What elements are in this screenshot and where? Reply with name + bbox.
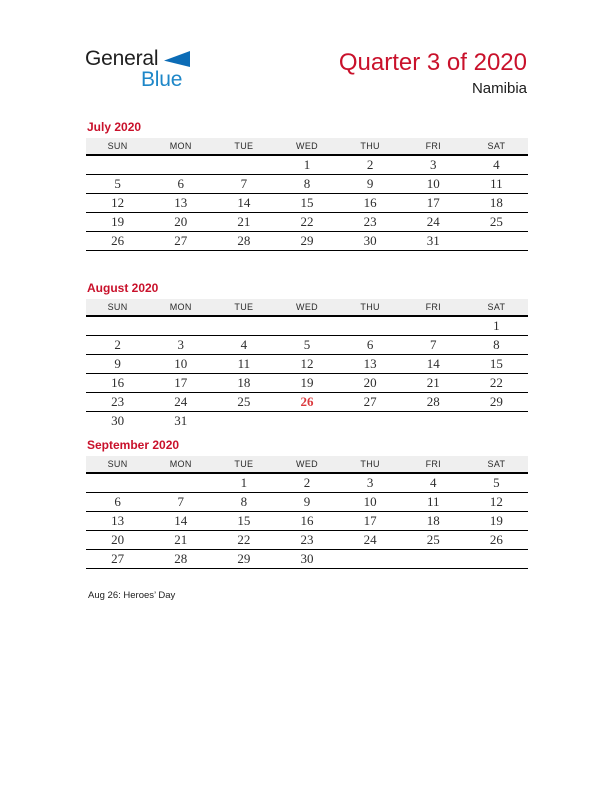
calendar-table — [86, 456, 528, 569]
weekday-header-row — [86, 138, 528, 155]
day-cell: 1 — [465, 316, 528, 335]
month-july-2020 — [86, 120, 528, 251]
day-cell: 13 — [86, 511, 149, 530]
day-cell: 28 — [149, 549, 212, 568]
day-cell: 12 — [465, 492, 528, 511]
day-cell: 4 — [402, 473, 465, 492]
day-cell: 20 — [149, 212, 212, 231]
day-cell: 17 — [149, 373, 212, 392]
day-cell: 3 — [149, 335, 212, 354]
day-cell: 17 — [402, 193, 465, 212]
day-cell: 19 — [86, 212, 149, 231]
weekday-header: MON — [149, 456, 212, 473]
day-cell: 9 — [275, 492, 338, 511]
day-cell: 4 — [212, 335, 275, 354]
logo-triangle-icon — [164, 51, 190, 67]
day-cell: 3 — [402, 155, 465, 174]
month-title: August 2020 — [87, 281, 159, 295]
empty-cell — [275, 411, 338, 430]
weekday-header: FRI — [402, 456, 465, 473]
page-title: Quarter 3 of 2020 — [338, 49, 527, 76]
day-cell: 30 — [339, 231, 402, 250]
day-cell: 29 — [275, 231, 338, 250]
month-title: September 2020 — [87, 438, 180, 452]
day-cell: 28 — [402, 392, 465, 411]
day-cell: 17 — [339, 511, 402, 530]
week-row — [86, 231, 528, 250]
day-cell: 8 — [212, 492, 275, 511]
weekday-header: SUN — [86, 138, 149, 155]
day-cell: 21 — [149, 530, 212, 549]
empty-cell — [465, 411, 528, 430]
weekday-header: TUE — [212, 299, 275, 316]
weekday-header: WED — [275, 456, 338, 473]
day-cell: 12 — [86, 193, 149, 212]
day-cell: 22 — [465, 373, 528, 392]
empty-cell — [149, 155, 212, 174]
weekday-header: SUN — [86, 456, 149, 473]
day-cell: 3 — [339, 473, 402, 492]
month-september-2020 — [86, 438, 528, 569]
day-cell: 29 — [212, 549, 275, 568]
day-cell: 5 — [275, 335, 338, 354]
weekday-header-row — [86, 456, 528, 473]
weekday-header: MON — [149, 138, 212, 155]
weekday-header: SUN — [86, 299, 149, 316]
empty-cell — [339, 316, 402, 335]
week-row — [86, 511, 528, 530]
day-cell: 6 — [149, 174, 212, 193]
day-cell: 16 — [339, 193, 402, 212]
week-row — [86, 316, 528, 335]
weekday-header-row — [86, 299, 528, 316]
day-cell: 18 — [212, 373, 275, 392]
weekday-header: MON — [149, 299, 212, 316]
day-cell: 2 — [339, 155, 402, 174]
day-cell: 1 — [275, 155, 338, 174]
calendar-table — [86, 138, 528, 251]
day-cell: 18 — [465, 193, 528, 212]
day-cell: 27 — [149, 231, 212, 250]
holiday-footnote: Aug 26: Heroes’ Day — [88, 590, 176, 601]
day-cell: 31 — [402, 231, 465, 250]
empty-cell — [212, 411, 275, 430]
week-row — [86, 174, 528, 193]
empty-cell — [275, 316, 338, 335]
day-cell: 16 — [86, 373, 149, 392]
day-cell: 8 — [465, 335, 528, 354]
empty-cell — [402, 411, 465, 430]
weekday-header: SAT — [465, 456, 528, 473]
day-cell: 30 — [111, 412, 125, 428]
day-cell: 19 — [465, 511, 528, 530]
day-cell: 10 — [402, 174, 465, 193]
week-row — [86, 411, 528, 430]
day-cell: 23 — [339, 212, 402, 231]
day-cell: 5 — [465, 473, 528, 492]
day-cell: 26 — [465, 530, 528, 549]
day-cell: 13 — [149, 193, 212, 212]
weekday-header: TUE — [212, 456, 275, 473]
day-cell: 25 — [465, 212, 528, 231]
weekday-header: TUE — [212, 138, 275, 155]
day-cell: 8 — [275, 174, 338, 193]
week-row — [86, 373, 528, 392]
empty-cell — [212, 155, 275, 174]
day-cell: 24 — [402, 212, 465, 231]
weekday-header: SAT — [465, 299, 528, 316]
day-cell: 15 — [465, 354, 528, 373]
weekday-header: FRI — [402, 299, 465, 316]
day-cell: 19 — [275, 373, 338, 392]
day-cell: 9 — [86, 354, 149, 373]
logo-text-general: General — [85, 47, 159, 70]
empty-cell — [465, 231, 528, 250]
day-cell: 10 — [339, 492, 402, 511]
country-subtitle: Namibia — [471, 79, 527, 97]
day-cell: 23 — [86, 392, 149, 411]
day-cell: 24 — [339, 530, 402, 549]
day-cell: 7 — [149, 492, 212, 511]
empty-cell — [86, 316, 149, 335]
weekday-header: FRI — [402, 138, 465, 155]
day-cell: 9 — [339, 174, 402, 193]
day-cell: 21 — [212, 212, 275, 231]
weekday-header: WED — [275, 138, 338, 155]
day-cell: 11 — [465, 174, 528, 193]
day-cell: 14 — [149, 511, 212, 530]
day-cell: 12 — [275, 354, 338, 373]
day-cell: 15 — [212, 511, 275, 530]
day-cell: 6 — [86, 492, 149, 511]
week-row — [86, 335, 528, 354]
day-cell: 10 — [149, 354, 212, 373]
day-cell: 13 — [339, 354, 402, 373]
day-cell: 11 — [212, 354, 275, 373]
day-cell: 20 — [339, 373, 402, 392]
day-cell: 22 — [212, 530, 275, 549]
empty-cell — [212, 316, 275, 335]
weekday-header: THU — [339, 138, 402, 155]
day-cell: 11 — [402, 492, 465, 511]
day-cell: 14 — [402, 354, 465, 373]
day-cell: 5 — [86, 174, 149, 193]
day-cell: 1 — [212, 473, 275, 492]
week-row — [86, 473, 528, 492]
empty-cell — [339, 549, 402, 568]
weekday-header: THU — [339, 299, 402, 316]
week-row — [86, 549, 528, 568]
weekday-header: WED — [275, 299, 338, 316]
day-cell: 4 — [465, 155, 528, 174]
day-cell: 15 — [275, 193, 338, 212]
empty-cell — [402, 549, 465, 568]
day-cell: 27 — [86, 549, 149, 568]
empty-cell — [86, 155, 149, 174]
month-title: July 2020 — [87, 120, 142, 134]
day-cell: 14 — [212, 193, 275, 212]
day-cell: 26 — [86, 231, 149, 250]
day-cell: 22 — [275, 212, 338, 231]
empty-cell — [149, 316, 212, 335]
week-row — [86, 155, 528, 174]
empty-cell — [86, 473, 149, 492]
week-row — [86, 193, 528, 212]
day-cell: 7 — [212, 174, 275, 193]
day-cell: 30 — [275, 549, 338, 568]
empty-cell — [149, 473, 212, 492]
day-cell: 21 — [402, 373, 465, 392]
logo-text-blue: Blue — [141, 68, 183, 91]
calendar-table — [86, 299, 528, 430]
day-cell: 20 — [86, 530, 149, 549]
general-blue-logo — [85, 47, 205, 99]
title-block — [339, 49, 527, 97]
day-cell: 27 — [339, 392, 402, 411]
day-cell: 16 — [275, 511, 338, 530]
day-cell: 18 — [402, 511, 465, 530]
week-row — [86, 392, 528, 411]
empty-cell — [402, 316, 465, 335]
day-cell: 6 — [339, 335, 402, 354]
week-row — [86, 530, 528, 549]
weekday-header: SAT — [465, 138, 528, 155]
day-cell: 28 — [212, 231, 275, 250]
day-cell: 29 — [465, 392, 528, 411]
day-cell: 25 — [402, 530, 465, 549]
day-cell: 2 — [275, 473, 338, 492]
month-august-2020 — [86, 281, 528, 430]
day-cell: 23 — [275, 530, 338, 549]
week-row — [86, 354, 528, 373]
week-row — [86, 492, 528, 511]
day-cell: 2 — [86, 335, 149, 354]
day-cell: 31 — [174, 412, 188, 428]
week-row — [86, 212, 528, 231]
day-cell: 7 — [402, 335, 465, 354]
day-cell: 25 — [212, 392, 275, 411]
day-cell: 24 — [149, 392, 212, 411]
empty-cell — [339, 411, 402, 430]
weekday-header: THU — [339, 456, 402, 473]
empty-cell — [465, 549, 528, 568]
day-cell: 26 — [275, 392, 338, 411]
